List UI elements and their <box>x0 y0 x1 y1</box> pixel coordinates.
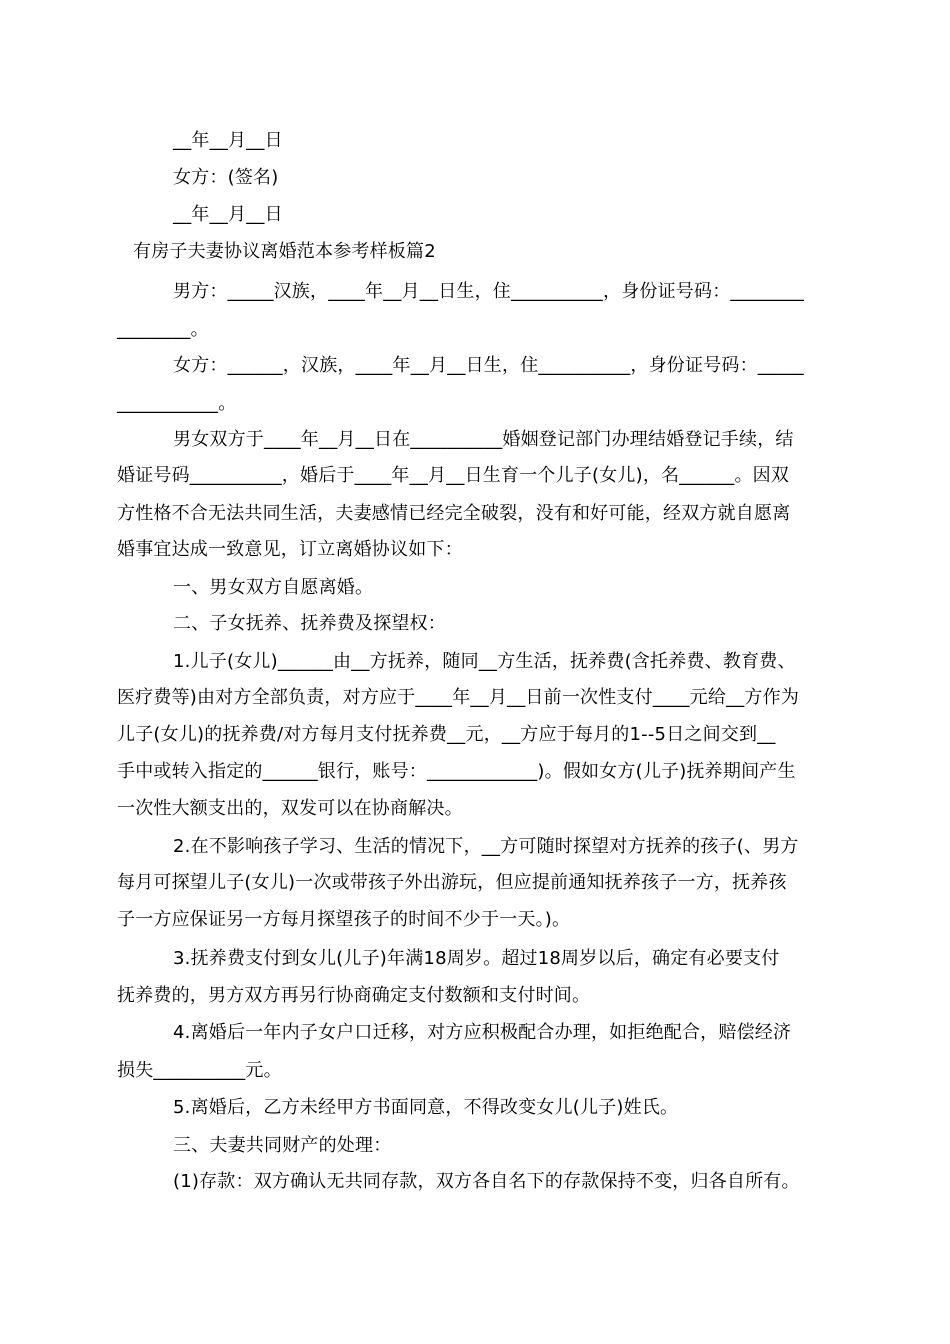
male-party-line-cont: ________。 <box>117 319 209 340</box>
paragraph-line: 一次性大额支出的，双发可以在协商解决。 <box>117 798 463 819</box>
clause-heading: 三、夫妻共同财产的处理： <box>173 1135 392 1156</box>
clause-heading: 一、男女双方自愿离婚。 <box>173 577 374 598</box>
paragraph-line: 方性格不合无法共同生活，夫妻感情已经完全破裂，没有和好可能，经双方就自愿离 <box>117 503 791 524</box>
male-party-line: 男方：_____汉族，____年__月__日生，住__________，身份证号码：________ <box>173 281 804 302</box>
paragraph-line: 手中或转入指定的______银行，账号：____________)。假如女方(儿子)抚养期间产生 <box>117 761 796 782</box>
clause-heading: 二、子女抚养、抚养费及探望权： <box>173 613 446 634</box>
paragraph-line: 5.离婚后，乙方未经甲方书面同意，不得改变女儿(儿子)姓氏。 <box>173 1097 679 1118</box>
paragraph-line: 4.离婚后一年内子女户口迁移，对方应积极配合办理，如拒绝配合，赔偿经济 <box>173 1022 792 1043</box>
female-party-line-cont: ___________。 <box>117 393 237 414</box>
paragraph-line: 抚养费的，男方双方再另行协商确定支付数额和支付时间。 <box>117 985 591 1006</box>
paragraph-line: 子一方应保证另一方每月探望孩子的时间不少于一天。)。 <box>117 909 571 930</box>
paragraph-line: 儿子(女儿)的抚养费/对方每月支付抚养费__元，__方应于每月的1--5日之间交到__ <box>117 724 776 745</box>
paragraph-line: 婚事宜达成一致意见，订立离婚协议如下： <box>117 539 463 560</box>
date-line: __年__月__日 <box>173 204 283 225</box>
paragraph-line: 损失__________元。 <box>117 1060 282 1081</box>
section-title: 有房子夫妻协议离婚范本参考样板篇2 <box>133 241 436 262</box>
paragraph-line: 2.在不影响孩子学习、生活的情况下，__方可随时探望对方抚养的孩子(、男方 <box>173 836 799 857</box>
date-line: __年__月__日 <box>173 130 283 151</box>
paragraph-line: 3.抚养费支付到女儿(儿子)年满18周岁。超过18周岁以后，确定有必要支付 <box>173 948 780 969</box>
paragraph-line: 1.儿子(女儿)______由__方抚养，随同__方生活，抚养费(含托养费、教育费、 <box>173 651 796 672</box>
paragraph-line: 医疗费等)由对方全部负责，对方应于____年__月__日前一次性支付____元给__方作为 <box>117 687 800 708</box>
female-party-line: 女方：______，汉族，____年__月__日生，住__________，身份证号码：_____ <box>173 355 804 376</box>
paragraph-line: 男女双方于____年__月__日在__________婚姻登记部门办理结婚登记手续，结 <box>173 429 794 450</box>
paragraph-line: (1)存款：双方确认无共同存款，双方各自名下的存款保持不变，归各自所有。 <box>173 1171 800 1192</box>
paragraph-line: 婚证号码__________，婚后于____年__月__日生育一个儿子(女儿)，名______。因双 <box>117 465 790 486</box>
signature-line-female: 女方：(签名) <box>173 167 279 188</box>
paragraph-line: 每月可探望儿子(女儿)一次或带孩子外出游玩，但应提前通知抚养孩子一方，抚养孩 <box>117 872 787 893</box>
